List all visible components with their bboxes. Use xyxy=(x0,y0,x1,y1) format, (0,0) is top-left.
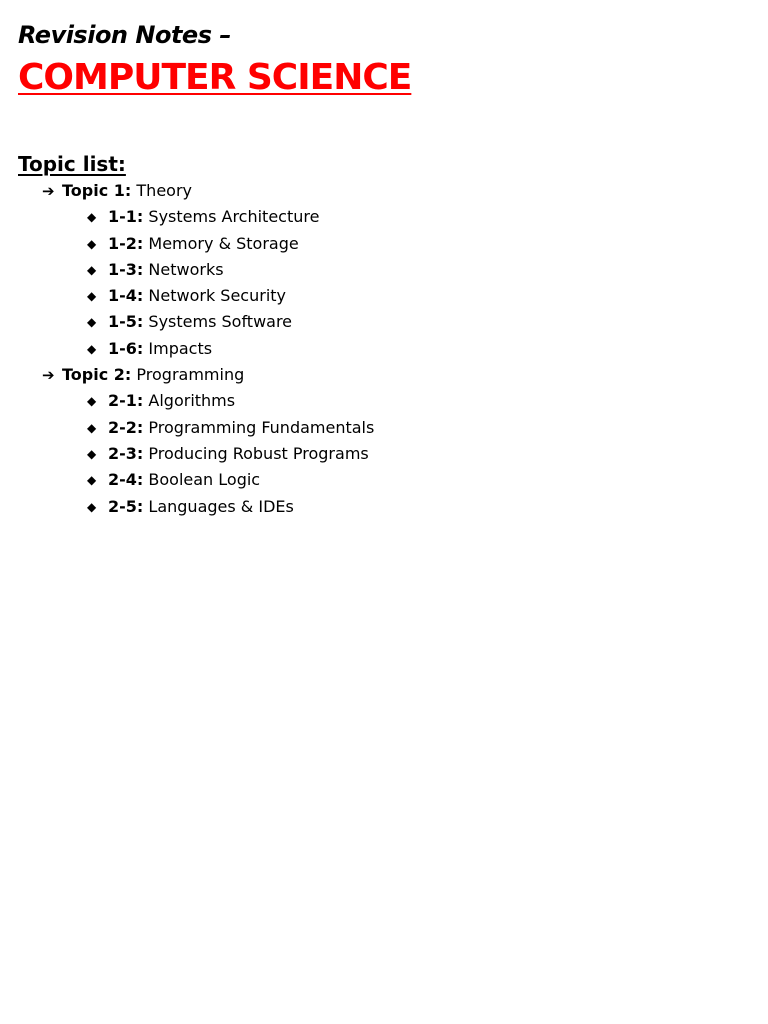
subtopic-item xyxy=(18,467,748,493)
subtopic-code: 2-1: xyxy=(108,391,144,411)
diamond-icon: ◆ xyxy=(87,262,97,277)
subtopic-item xyxy=(18,231,748,257)
topic-name: Theory xyxy=(136,181,192,200)
subtopic-item xyxy=(18,388,748,414)
diamond-icon: ◆ xyxy=(87,341,97,356)
diamond-icon: ◆ xyxy=(87,420,97,435)
diamond-icon: ◆ xyxy=(87,315,97,330)
diamond-icon: ◆ xyxy=(87,499,97,514)
subtopic-name: Networks xyxy=(148,259,224,279)
topic-list xyxy=(18,178,748,520)
subtopic-item xyxy=(18,415,748,441)
diamond-icon: ◆ xyxy=(87,446,97,461)
subtopic-name: Memory & Storage xyxy=(148,233,299,253)
topic-name: Programming xyxy=(136,365,245,385)
subtopic-name: Network Security xyxy=(148,286,286,306)
diamond-icon: ◆ xyxy=(87,210,97,225)
document-subtitle: Revision Notes – xyxy=(18,21,231,49)
document-page xyxy=(18,18,748,520)
subtopic-name: Languages & IDEs xyxy=(148,496,294,516)
subtopic-name: Algorithms xyxy=(148,391,236,411)
arrow-right-icon: ➔ xyxy=(42,182,55,200)
subtopic-list xyxy=(18,204,748,362)
topic-label: Topic 1: xyxy=(62,181,132,200)
subtopic-code: 1-4: xyxy=(108,286,144,306)
subtopic-list xyxy=(18,388,748,519)
subtopic-name: Systems Architecture xyxy=(148,207,320,227)
diamond-icon: ◆ xyxy=(87,394,97,409)
subtopic-code: 1-3: xyxy=(108,259,144,279)
subtopic-item xyxy=(18,336,748,362)
subtopic-item xyxy=(18,257,748,283)
subtopic-code: 1-5: xyxy=(108,312,144,332)
subtopic-name: Programming Fundamentals xyxy=(148,417,375,437)
topic-line xyxy=(18,362,748,388)
topic-label: Topic 2: xyxy=(62,365,132,385)
subtopic-item xyxy=(18,309,748,335)
topic-item xyxy=(18,178,748,362)
subtopic-name: Impacts xyxy=(148,338,213,358)
topic-list-heading: Topic list: xyxy=(18,152,126,176)
subtopic-name: Systems Software xyxy=(148,312,293,332)
subtopic-code: 2-5: xyxy=(108,496,144,516)
subtopic-code: 1-1: xyxy=(108,207,144,227)
subtopic-item xyxy=(18,494,748,520)
subtopic-name: Producing Robust Programs xyxy=(148,443,369,463)
subtopic-item xyxy=(18,204,748,230)
subtopic-item xyxy=(18,441,748,467)
subtopic-code: 2-4: xyxy=(108,470,144,490)
subtopic-name: Boolean Logic xyxy=(148,470,261,490)
subtopic-item xyxy=(18,283,748,309)
subtopic-code: 2-2: xyxy=(108,417,144,437)
subtopic-code: 2-3: xyxy=(108,443,144,463)
diamond-icon: ◆ xyxy=(87,289,97,304)
diamond-icon: ◆ xyxy=(87,473,97,488)
diamond-icon: ◆ xyxy=(87,236,97,251)
topic-item xyxy=(18,362,748,520)
subtopic-code: 1-6: xyxy=(108,338,144,358)
arrow-right-icon: ➔ xyxy=(42,366,55,385)
document-title: COMPUTER SCIENCE xyxy=(18,57,412,98)
topic-line xyxy=(18,178,748,204)
subtopic-code: 1-2: xyxy=(108,233,144,253)
